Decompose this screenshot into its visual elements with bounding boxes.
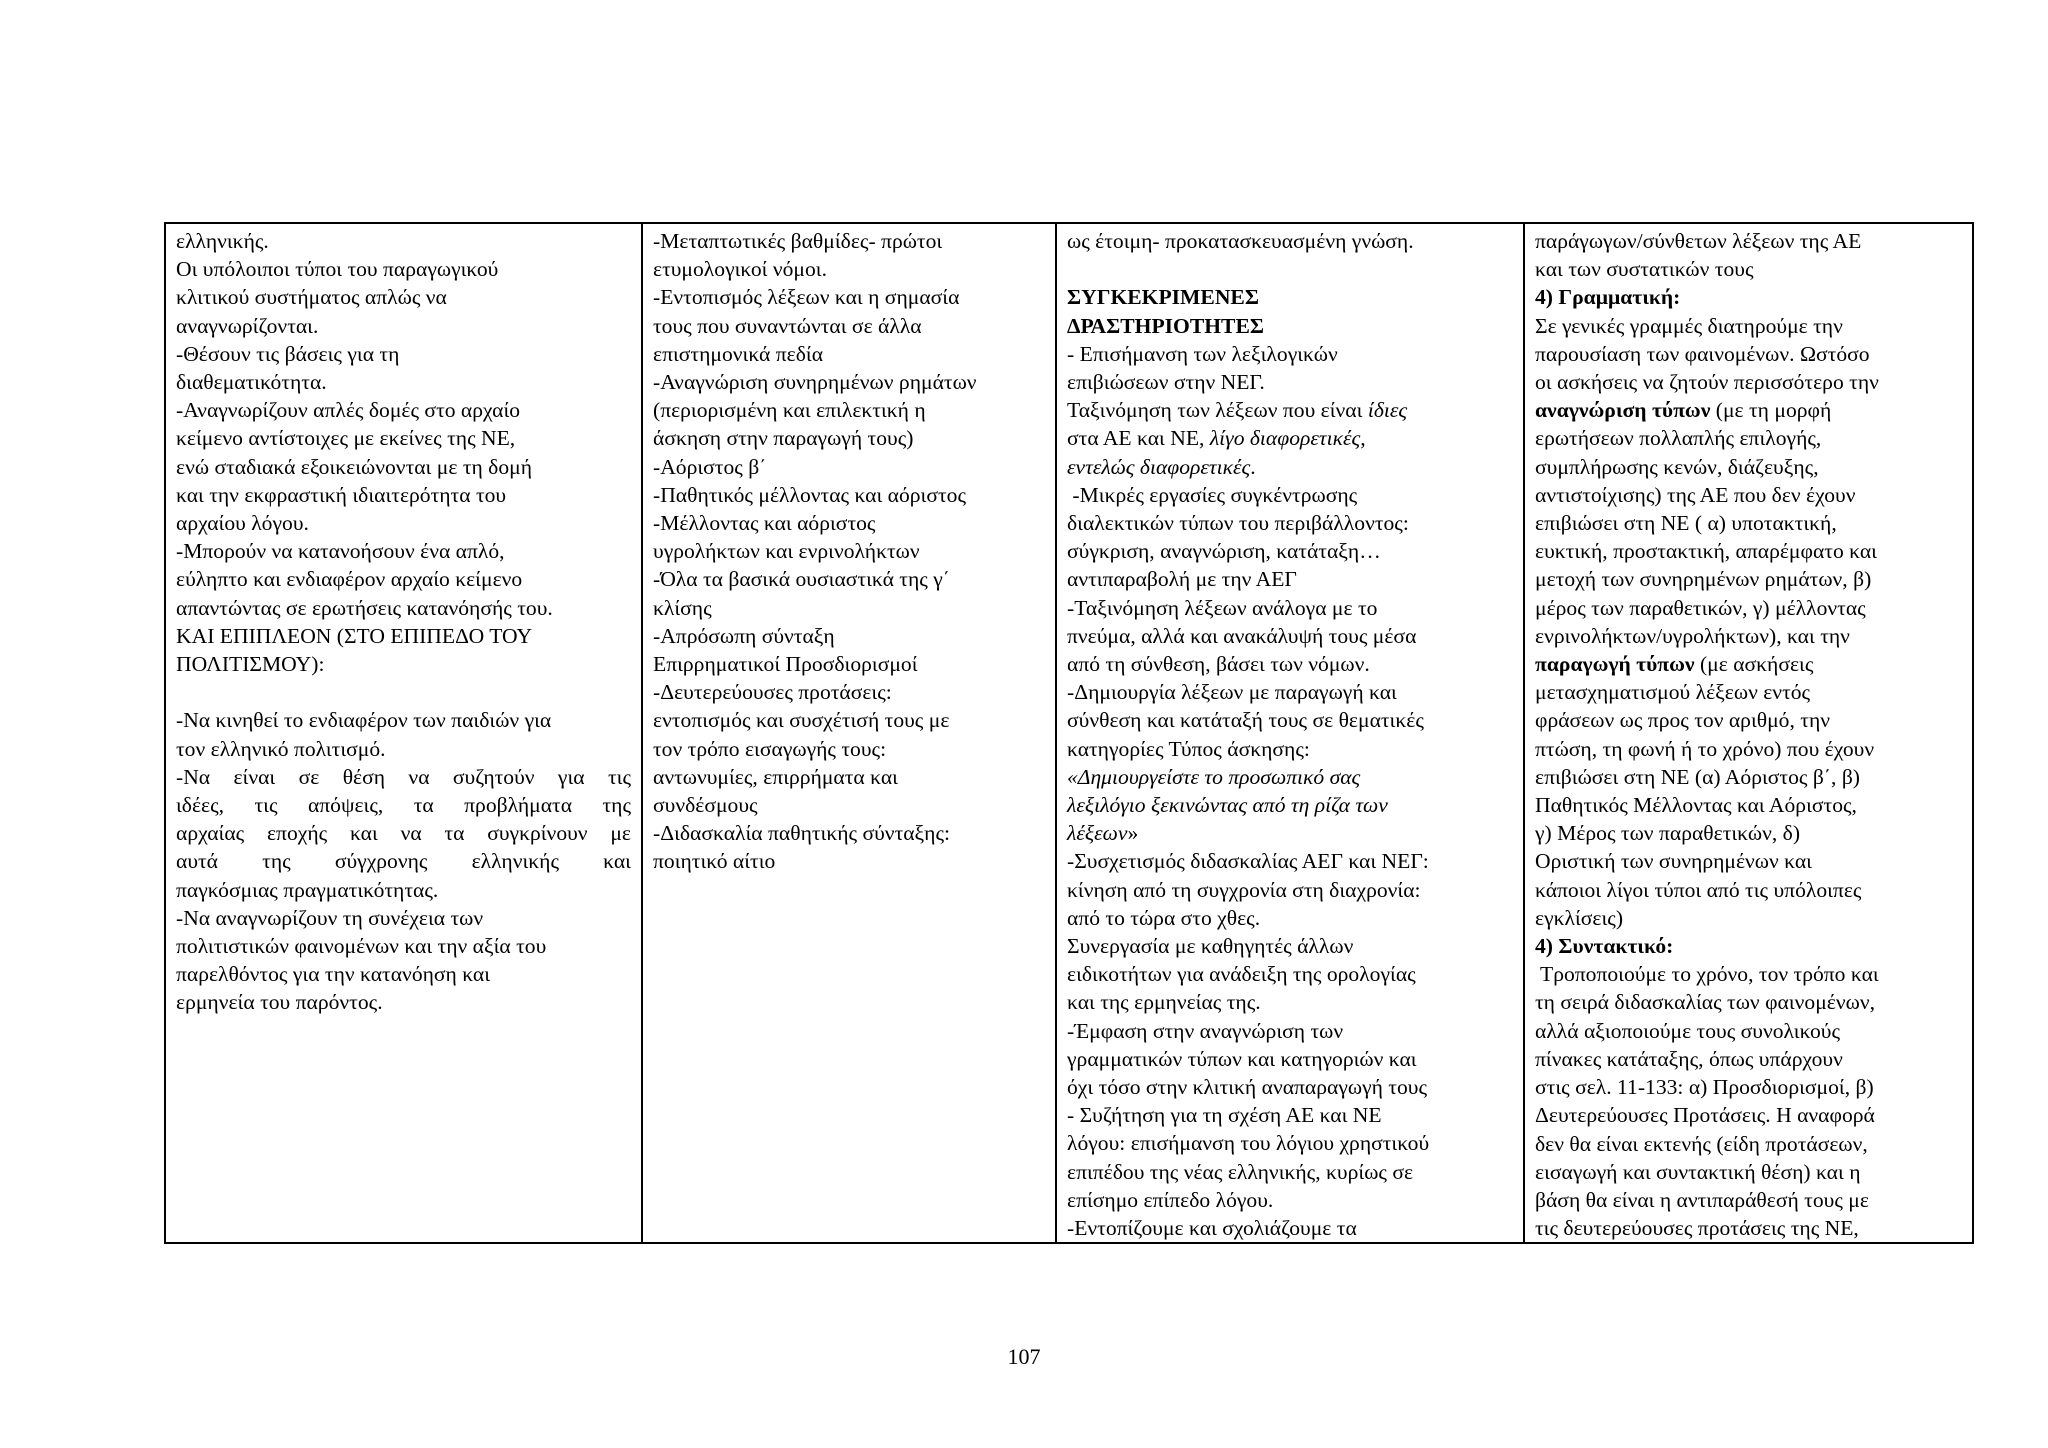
text-segment: επίσημο επίπεδο λόγου. — [1067, 1187, 1274, 1212]
text-segment: μέρος των παραθετικών, γ) μέλλοντας — [1535, 595, 1866, 620]
text-segment: μετοχή των συνηρημένων ρημάτων, β) — [1535, 567, 1872, 592]
text-line: τον ελληνικό πολιτισμό. — [176, 736, 386, 761]
text-line: πολιτιστικών φαινομένων και την αξία του — [176, 934, 547, 959]
text-line — [1067, 791, 1513, 819]
text-segment: οι ασκήσεις να ζητούν περισσότερο την — [1535, 370, 1879, 395]
text-line: κείμενο αντίστοιχες με εκείνες της ΝΕ, — [176, 426, 516, 451]
text-segment: αλλά αξιοποιούμε τους συνολικούς — [1535, 1018, 1841, 1043]
text-line: -Αναγνώριση συνηρημένων ρημάτων — [653, 370, 977, 395]
text-line — [1067, 255, 1513, 283]
curriculum-table — [164, 222, 1974, 1244]
text-line — [1067, 537, 1513, 565]
text-line — [1067, 1158, 1513, 1186]
text-line — [1535, 1130, 1962, 1158]
text-segment: ευκτική, προστακτική, απαρέμφατο και — [1535, 539, 1877, 564]
text-line: -Δευτερεύουσες προτάσεις: — [653, 680, 892, 705]
text-line — [1535, 227, 1962, 255]
italic-text: λέξεων — [1067, 821, 1128, 846]
text-segment: πτώση, τη φωνή ή το χρόνο) που έχουν — [1535, 736, 1875, 761]
text-line: ΚΑΙ ΕΠΙΠΛΕΟΝ (ΣΤΟ ΕΠΙΠΕΔΟ ΤΟΥ — [176, 623, 533, 648]
text-line: ελληνικής. — [176, 229, 269, 253]
text-line — [1067, 988, 1513, 1016]
text-line: -Όλα τα βασικά ουσιαστικά της γ΄ — [653, 567, 950, 592]
text-segment: -Μικρές εργασίες συγκέντρωσης — [1067, 482, 1358, 507]
text-line: αντωνυμίες, επιρρήματα και — [653, 764, 898, 789]
bold-text: 4) Γραμματική: — [1535, 285, 1681, 310]
text-line — [1535, 622, 1962, 650]
text-line: παρελθόντος για την κατανόηση και — [176, 962, 491, 987]
text-line: -Απρόσωπη σύνταξη — [653, 623, 835, 648]
text-segment: και των συστατικών τους — [1535, 257, 1754, 282]
text-line — [1067, 847, 1513, 875]
text-line — [1535, 988, 1962, 1016]
text-line — [1067, 312, 1513, 340]
text-line: εύληπτο και ενδιαφέρον αρχαίο κείμενο — [176, 567, 523, 592]
text-segment: από τη σύνθεση, βάσει των νόμων. — [1067, 652, 1370, 677]
text-segment: κίνηση από τη συγχρονία στη διαχρονία: — [1067, 877, 1421, 902]
text-line — [1535, 340, 1962, 368]
text-line: αυτά της σύγχρονης ελληνικής και — [176, 849, 631, 874]
text-segment: όχι τόσο στην κλιτική αναπαραγωγή τους — [1067, 1075, 1428, 1100]
text-line — [1067, 340, 1513, 368]
text-line: ΠΟΛΙΤΙΣΜΟΥ): — [176, 652, 325, 677]
text-segment: (με ασκήσεις — [1694, 652, 1814, 677]
text-segment: από το τώρα στο χθες. — [1067, 905, 1261, 930]
text-line: τους που συναντώνται σε άλλα — [653, 313, 922, 338]
text-segment: ειδικοτήτων για ανάδειξη της ορολογίας — [1067, 962, 1416, 987]
italic-text: λίγο διαφορετικές, — [1209, 426, 1366, 451]
text-segment: κατηγορίες Τύπος άσκησης: — [1067, 736, 1310, 761]
text-line — [1535, 481, 1962, 509]
text-line: -Να είναι σε θέση να συζητούν για τις — [176, 764, 631, 789]
text-line — [1067, 396, 1513, 424]
text-line: ποιητικό αίτιο — [653, 849, 776, 874]
grammar-topics-text — [653, 227, 1045, 876]
text-segment: -Ταξινόμηση λέξεων ανάλογα με το — [1067, 595, 1378, 620]
text-segment: επιβιώσει στη ΝΕ (α) Αόριστος β΄, β) — [1535, 764, 1860, 789]
text-line: -Αναγνωρίζουν απλές δομές στο αρχαίο — [176, 398, 521, 423]
text-line: -Αόριστος β΄ — [653, 454, 767, 479]
text-line: ιδέες, τις απόψεις, τα προβλήματα της — [176, 793, 631, 818]
text-line: διαθεματικότητα. — [176, 370, 327, 395]
text-line: και την εκφραστική ιδιαιτερότητα του — [176, 482, 507, 507]
text-line — [1535, 735, 1962, 763]
text-segment: -Δημιουργία λέξεων με παραγωγή και — [1067, 680, 1397, 705]
text-segment: παρουσίαση των φαινομένων. Ωστόσο — [1535, 341, 1870, 366]
text-segment: γ) Μέρος των παραθετικών, δ) — [1535, 821, 1801, 846]
text-line: -Διδασκαλία παθητικής σύνταξης: — [653, 821, 951, 846]
text-line — [1535, 537, 1962, 565]
text-line — [1067, 368, 1513, 396]
text-line: αρχαίας εποχής και να τα συγκρίνουν με — [176, 821, 631, 846]
text-segment: Συνεργασία με καθηγητές άλλων — [1067, 934, 1354, 959]
text-segment: αντιστοίχισης) της ΑΕ που δεν έχουν — [1535, 482, 1856, 507]
text-line: -Να αναγνωρίζουν τη συνέχεια των — [176, 905, 484, 930]
text-line — [1067, 650, 1513, 678]
text-line — [1535, 1186, 1962, 1214]
text-line — [1067, 904, 1513, 932]
activities-cell — [1056, 223, 1524, 1243]
text-line: -Παθητικός μέλλοντας και αόριστος — [653, 482, 967, 507]
text-segment: επιβιώσει στη ΝΕ ( α) υποτακτική, — [1535, 511, 1837, 536]
text-segment: τις δευτερεύουσες προτάσεις της ΝΕ, — [1535, 1216, 1859, 1241]
text-line — [1535, 904, 1962, 932]
text-line — [1067, 932, 1513, 960]
text-segment: -Εντοπίζουμε και σχολιάζουμε τα — [1067, 1216, 1357, 1241]
text-line — [1535, 791, 1962, 819]
text-line: τον τρόπο εισαγωγής τους: — [653, 736, 887, 761]
text-segment: τη σειρά διδασκαλίας των φαινομένων, — [1535, 990, 1876, 1015]
text-line — [1535, 1045, 1962, 1073]
text-line — [1067, 565, 1513, 593]
text-line — [1535, 396, 1962, 424]
text-segment: - Επισήμανση των λεξιλογικών — [1067, 341, 1338, 366]
text-line — [1067, 622, 1513, 650]
text-line: ερμηνεία του παρόντος. — [176, 990, 383, 1015]
text-segment: αντιπαραβολή με την ΑΕΓ — [1067, 567, 1297, 592]
text-line — [1067, 819, 1513, 847]
text-segment: λόγου: επισήμανση του λόγιου χρηστικού — [1067, 1131, 1430, 1156]
text-line — [1067, 735, 1513, 763]
text-line — [1535, 876, 1962, 904]
text-segment: Σε γενικές γραμμές διατηρούμε την — [1535, 313, 1843, 338]
text-line: ενώ σταδιακά εξοικειώνονται με τη δομή — [176, 454, 533, 479]
text-segment: - Συζήτηση για τη σχέση ΑΕ και ΝΕ — [1067, 1103, 1382, 1128]
text-segment: φράσεων ως προς τον αριθμό, την — [1535, 708, 1831, 733]
text-line — [1535, 960, 1962, 988]
italic-text: λεξιλόγιο ξεκινώντας από τη ρίζα των — [1067, 793, 1388, 818]
text-line: ετυμολογικοί νόμοι. — [653, 257, 827, 282]
bold-text: αναγνώριση τύπων — [1535, 398, 1711, 423]
text-segment: -Έμφαση στην αναγνώριση των — [1067, 1018, 1344, 1043]
text-segment: ενρινολήκτων/υγρολήκτων), και την — [1535, 623, 1850, 648]
text-line — [1067, 1214, 1513, 1242]
text-line — [1535, 847, 1962, 875]
text-line — [1535, 706, 1962, 734]
text-line — [1535, 650, 1962, 678]
text-line — [1067, 876, 1513, 904]
text-segment: επιπέδου της νέας ελληνικής, κυρίως σε — [1067, 1159, 1414, 1184]
text-segment: Οριστική των συνηρημένων και — [1535, 849, 1812, 874]
text-line: εντοπισμός και συσχέτισή τους με — [653, 708, 950, 733]
page-number: 107 — [1007, 1344, 1041, 1369]
text-line: υγρολήκτων και ενρινολήκτων — [653, 539, 920, 564]
text-line — [1067, 1129, 1513, 1157]
text-segment: μετασχηματισμού λέξεων εντός — [1535, 680, 1811, 705]
activities-text — [1067, 227, 1513, 1242]
text-line — [1535, 312, 1962, 340]
text-segment: (με τη μορφή — [1710, 398, 1832, 423]
text-line — [1535, 1101, 1962, 1129]
text-line — [1067, 509, 1513, 537]
text-line — [1067, 1045, 1513, 1073]
italic-text: ίδιες — [1367, 398, 1408, 423]
text-line — [1067, 706, 1513, 734]
text-segment: ερωτήσεων πολλαπλής επιλογής, — [1535, 426, 1822, 451]
text-line — [1067, 960, 1513, 988]
text-segment: βάση θα είναι η αντιπαράθεσή τους με — [1535, 1187, 1869, 1212]
text-line — [1535, 509, 1962, 537]
bold-text: 4) Συντακτικό: — [1535, 934, 1674, 959]
text-line — [1067, 1101, 1513, 1129]
text-segment: κάποιοι λίγοι τύποι από τις υπόλοιπες — [1535, 877, 1862, 902]
text-segment: πνεύμα, αλλά και ανακάλυψή τους μέσα — [1067, 623, 1417, 648]
objectives-cell — [165, 223, 642, 1243]
text-line — [1067, 283, 1513, 311]
text-segment: Τροποποιούμε το χρόνο, τον τρόπο και — [1535, 962, 1879, 987]
bold-text: ΔΡΑΣΤΗΡΙΟΤΗΤΕΣ — [1067, 313, 1264, 338]
text-line — [1067, 678, 1513, 706]
text-line — [1535, 763, 1962, 791]
text-line: Οι υπόλοιποι τύποι του παραγωγικού — [176, 257, 499, 282]
text-segment: . — [1250, 454, 1256, 479]
text-segment: και της ερμηνείας της. — [1067, 990, 1261, 1015]
text-segment: πίνακες κατάταξης, όπως υπάρχουν — [1535, 1046, 1843, 1071]
text-line: (περιορισμένη και επιλεκτική η — [653, 398, 926, 423]
text-line — [1067, 594, 1513, 622]
text-line — [1535, 678, 1962, 706]
text-line — [1535, 424, 1962, 452]
text-line — [1535, 819, 1962, 847]
text-segment: εγκλίσεις) — [1535, 905, 1624, 930]
text-segment: διαλεκτικών τύπων του περιβάλλοντος: — [1067, 511, 1409, 536]
text-segment: εισαγωγή και συντακτική θέση) και η — [1535, 1159, 1861, 1184]
text-line: συνδέσμους — [653, 793, 758, 818]
text-line — [1535, 1214, 1962, 1242]
text-line — [1067, 424, 1513, 452]
text-segment: γραμματικών τύπων και κατηγοριών και — [1067, 1046, 1417, 1071]
text-line — [1535, 565, 1962, 593]
text-segment: στα ΑΕ και ΝΕ, — [1067, 426, 1210, 451]
text-line — [1535, 1158, 1962, 1186]
text-line — [1535, 1073, 1962, 1101]
text-line — [176, 678, 631, 706]
text-segment: σύγκριση, αναγνώριση, κατάταξη… — [1067, 539, 1381, 564]
text-line: απαντώντας σε ερωτήσεις κατανόησής του. — [176, 595, 553, 620]
bold-text: ΣΥΓΚΕΚΡΙΜΕΝΕΣ — [1067, 285, 1259, 310]
text-line — [1535, 453, 1962, 481]
text-line: αναγνωρίζονται. — [176, 313, 319, 338]
text-line: κλίσης — [653, 595, 712, 620]
italic-text: «Δημιουργείστε το προσωπικό σας — [1067, 764, 1361, 789]
text-line: -Θέσουν τις βάσεις για τη — [176, 341, 400, 366]
methodology-text — [1535, 227, 1962, 1242]
text-line — [1067, 763, 1513, 791]
text-line: -Μεταπτωτικές βαθμίδες- πρώτοι — [653, 229, 943, 253]
text-line: -Εντοπισμός λέξεων και η σημασία — [653, 285, 960, 310]
text-segment: σύνθεση και κατάταξή τους σε θεματικές — [1067, 708, 1424, 733]
text-line: άσκηση στην παραγωγή τους) — [653, 426, 914, 451]
text-line — [1067, 453, 1513, 481]
text-line — [1067, 1017, 1513, 1045]
text-segment: παράγωγων/σύνθετων λέξεων της ΑΕ — [1535, 229, 1862, 253]
text-line: επιστημονικά πεδία — [653, 341, 824, 366]
text-line — [1535, 1017, 1962, 1045]
objectives-text — [176, 227, 631, 1017]
italic-text: εντελώς διαφορετικές — [1067, 454, 1251, 479]
text-line: παγκόσμιας πραγματικότητας. — [176, 877, 439, 902]
text-segment: » — [1127, 821, 1139, 846]
text-line — [1067, 1073, 1513, 1101]
text-segment: συμπλήρωσης κενών, διάζευξης, — [1535, 454, 1819, 479]
text-segment: Παθητικός Μέλλοντας και Αόριστος, — [1535, 793, 1857, 818]
text-line — [1535, 368, 1962, 396]
text-line — [1535, 932, 1962, 960]
text-segment: -Συσχετισμός διδασκαλίας ΑΕΓ και ΝΕΓ: — [1067, 849, 1429, 874]
text-segment: στις σελ. 11-133: α) Προσδιορισμοί, β) — [1535, 1075, 1874, 1100]
text-line: αρχαίου λόγου. — [176, 511, 309, 536]
text-line: -Μπορούν να κατανοήσουν ένα απλό, — [176, 539, 505, 564]
text-line: -Να κινηθεί το ενδιαφέρον των παιδιών για — [176, 708, 552, 733]
text-line — [1067, 1186, 1513, 1214]
text-segment: δεν θα είναι εκτενής (είδη προτάσεων, — [1535, 1131, 1868, 1156]
text-line — [1535, 283, 1962, 311]
text-line — [1535, 255, 1962, 283]
text-segment: Ταξινόμηση των λέξεων που είναι — [1067, 398, 1368, 423]
text-segment: ως έτοιμη- προκατασκευασμένη γνώση. — [1067, 229, 1414, 253]
grammar-topics-cell — [642, 223, 1056, 1243]
text-segment: επιβιώσεων στην ΝΕΓ. — [1067, 370, 1265, 394]
text-line — [1535, 594, 1962, 622]
text-line — [1067, 481, 1513, 509]
methodology-cell — [1524, 223, 1973, 1243]
text-segment: Δευτερεύουσες Προτάσεις. Η αναφορά — [1535, 1103, 1875, 1128]
text-line: -Μέλλοντας και αόριστος — [653, 511, 876, 536]
text-line: Επιρρηματικοί Προσδιορισμοί — [653, 652, 918, 677]
text-line: κλιτικού συστήματος απλώς να — [176, 285, 447, 310]
bold-text: παραγωγή τύπων — [1535, 652, 1695, 677]
table-row — [165, 223, 1973, 1243]
text-line — [1067, 227, 1513, 255]
